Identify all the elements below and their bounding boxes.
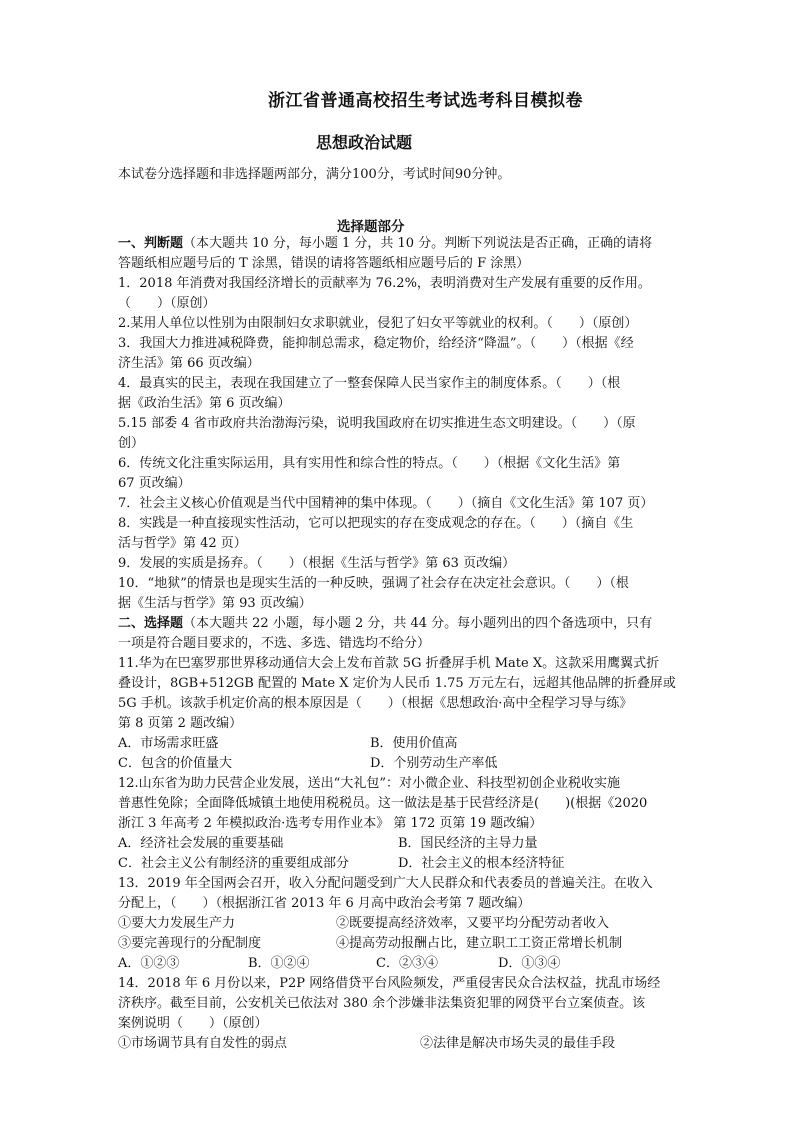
q8-line2: 活与哲学》第 42 页） [118,536,247,551]
q13-option-a: A．①②③ [118,956,180,971]
section2-header [118,614,678,634]
q11-line1: 11.华为在巴塞罗那世界移动通信大会上发布首款 5G 折叠屏手机 Mate X。这款采用鹰翼式折 [118,656,660,671]
q4-line1: 4．最真实的民主，表现在我国建立了一整套保障人民当家作主的制度体系。（ ）（根 [118,376,621,391]
q13-statement-2: ②既要提高经济效率，又要平均分配劳动者收入 [336,916,610,931]
exam-body [118,234,678,1054]
q14-statement-1: ①市场调节具有自发性的弱点 [118,1036,288,1051]
exam-title: 浙江省普通高校招生考试选考科目模拟卷 [268,91,583,111]
q6-line2: 67 页改编） [118,476,191,491]
q11-option-c: C．包含的价值量大 [118,756,232,771]
q13-options-row [118,954,678,974]
part-title: 选择题部分 [337,219,405,235]
q11-options-row1 [118,734,678,754]
section1-desc-line2: 答题纸相应题号后的 T 涂黑，错误的请将答题纸相应题号后的 F 涂黑） [118,256,530,271]
q11-options-row2 [118,754,678,774]
q11-line3: 5G 手机。该款手机定价高的根本原因是（ ）（根据《思想政治·高中全程学习导与练》 [118,696,633,711]
q3-line2: 济生活》第 66 页改编） [118,356,260,371]
q13-statement-1: ①要大力发展生产力 [118,916,236,931]
q12-option-a: A．经济社会发展的重要基础 [118,836,284,851]
q13-line1: 13．2019 年全国两会召开，收入分配问题受到广大人民群众和代表委员的普遍关注。在收入 [118,876,653,891]
q10-line2: 据《生活与哲学》第 93 页改编） [118,596,312,611]
q11-option-b: B．使用价值高 [370,736,458,751]
q14-statement-2: ②法律是解决市场失灵的最佳手段 [420,1036,616,1051]
q12-line3: 浙江 3 年高考 2 年模拟政治·选考专用作业本》 第 172 页第 19 题改编） [118,816,543,831]
q13-statements-row2 [118,934,678,954]
q12-options-row2 [118,854,678,874]
q13-option-c: C．②③④ [376,956,438,971]
q1-line2: （ ）（原创） [118,296,216,311]
section2-desc-line1: （本大题共 22 小题，每小题 2 分，共 44 分。每小题列出的四个备选项中，只有 [183,616,653,631]
q13-statement-3: ③要完善现行的分配制度 [118,936,262,951]
exam-subtitle: 思想政治试题 [316,133,413,152]
q14-line1: 14．2018 年 6 月份以来，P2P 网络借贷平台风险频发，严重侵害民众合法权益，扰乱市场经 [118,976,661,991]
q14-line3: 案例说明（ ）（原创） [118,1016,268,1031]
q11-option-a: A．市场需求旺盛 [118,736,219,751]
q11-line4: 第 8 页第 2 题改编） [118,716,243,731]
q8-line1: 8．实践是一种直接现实性活动，它可以把现实的存在变成观念的存在。（ ）（摘自《生 [118,516,634,531]
section2-desc-line2: 一项是符合题目要求的，不选、多选、错选均不给分） [118,636,431,651]
q11-line2: 叠设计，8GB+512GB 配置的 Mate X 定价为人民币 1.75 万元左右，远超其他品牌的折叠屏或 [118,676,676,691]
section2-heading: 二、选择题 [118,616,184,631]
exam-intro: 本试卷分选择题和非选择题两部分，满分100分，考试时间90分钟。 [118,167,511,182]
q10-line1: 10．“地狱”的情景也是现实生活的一种反映，强调了社会存在决定社会意识。（ ）（根 [118,576,629,591]
section1-desc-line1: （本大题共 10 分，每小题 1 分，共 10 分。判断下列说法是否正确，正确的请将 [183,236,653,251]
q6-line1: 6．传统文化注重实际运用，具有实用性和综合性的特点。（ ）（根据《文化生活》第 [118,456,621,471]
q13-option-d: D．①③④ [498,956,561,971]
q7-line1: 7．社会主义核心价值观是当代中国精神的集中体现。（ ）（摘自《文化生活》第 107 页） [118,496,654,511]
q14-line2: 济秩序。截至目前，公安机关已依法对 380 余个涉嫌非法集资犯罪的网贷平台立案侦查。该 [118,996,646,1011]
q12-line1: 12.山东省为助力民营企业发展，送出“大礼包”：对小微企业、科技型初创企业税收实施 [118,776,620,791]
q13-line2: 分配上，（ ）（根据浙江省 2013 年 6 月高中政治会考第 7 题改编） [118,896,531,911]
q2-line1: 2.某用人单位以性别为由限制妇女求职就业，侵犯了妇女平等就业的权利。（ ）（原创） [118,316,638,331]
q12-options-row1 [118,834,678,854]
q12-option-b: B．国民经济的主导力量 [398,836,538,851]
q9-line1: 9．发展的实质是扬弃。（ ）（根据《生活与哲学》第 63 页改编） [118,556,516,571]
q12-option-c: C．社会主义公有制经济的重要组成部分 [118,856,349,871]
q12-option-d: D．社会主义的根本经济特征 [398,856,565,871]
q4-line2: 据《政治生活》第 6 页改编） [118,396,291,411]
q13-option-b: B．①②④ [248,956,310,971]
section1-header [118,234,678,254]
q13-statement-4: ④提高劳动报酬占比，建立职工工资正常增长机制 [336,936,623,951]
q12-line2: 普惠性免除；全面降低城镇土地使用税税员。这一做法是基于民营经济是( )(根据《2020 [118,796,648,811]
q1-line1: 1．2018 年消费对我国经济增长的贡献率为 76.2%，表明消费对生产发展有重要的反作用。 [118,276,651,291]
q13-statements-row1 [118,914,678,934]
q14-statements-row1 [118,1034,678,1054]
q5-line2: 创） [118,436,145,451]
q5-line1: 5.15 部委 4 省市政府共治渤海污染，说明我国政府在切实推进生态文明建设。（ ）（原 [118,416,636,431]
q3-line1: 3．我国大力推进减税降费，能抑制总需求，稳定物价，给经济“降温”。（ ）（根据《经 [118,336,634,351]
section1-heading: 一、判断题 [118,236,184,251]
q11-option-d: D．个别劳动生产率低 [370,756,498,771]
